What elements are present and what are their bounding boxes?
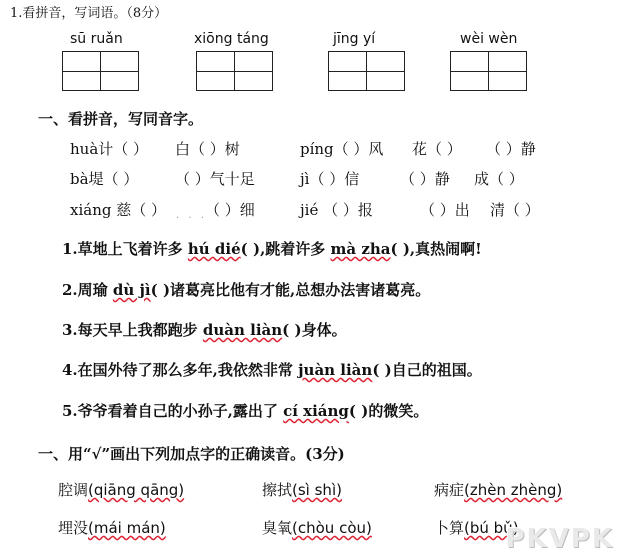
q1-pinyin-2: xiōng táng [194,31,269,47]
sentence-2: 2.周瑜 dù jì( )诸葛亮比他有才能,总想办法害诸葛亮。 [62,281,431,299]
sentence-4: 4.在国外待了那么多年,我依然非常 juàn liàn( )自己的祖国。 [62,361,482,379]
sec1-r1-c2: 白（ ）树 [175,140,240,158]
sec1-r3-c5: 清（ ） [490,201,540,219]
q1-pinyin-1: sū ruǎn [70,31,123,47]
q1-writing-boxes-3[interactable] [328,51,405,91]
sec1-r2-c4: （ ）静 [400,170,450,188]
sec2-item-3: 病症(zhèn zhèng) [434,481,563,499]
sentence-3-pinyin: duàn liàn [202,321,283,339]
sec1-r2-c5: 成（ ） [474,170,524,188]
sentence-3: 3.每天早上我都跑步 duàn liàn( )身体。 [62,321,347,339]
sec1-r2-c3: jì（ ）信 [300,170,360,188]
sec1-r1-c3: píng（ ）风 [300,140,384,158]
sec1-heading: 一、看拼音，写同音字。 [38,110,204,128]
sec1-r3-c1: xiáng 慈（ ） [70,201,166,219]
q1-writing-boxes-2[interactable] [196,51,273,91]
sec1-r2-c1: bà堤（ ） [70,170,139,188]
q1-writing-boxes-1[interactable] [62,51,139,91]
sec2-heading: 一、用“√”画出下列加点字的正确读音。(3分) [38,445,345,463]
sec2-item-2: 擦拭(sì shì) [262,481,342,499]
scan-dots: · · · [176,213,207,224]
sentence-1: 1.草地上飞着许多 hú dié( ),跳着许多 mà zha( ),真热闹啊! [62,240,482,258]
sec1-r1-c1: huà计（ ） [70,140,149,158]
sentence-2-pinyin: dù jì [112,281,151,299]
sec1-r3-c2: （ ）细 [205,201,255,219]
q1-pinyin-3: jīng yí [333,31,376,47]
sec1-r1-c5: （ ）静 [486,140,536,158]
sentence-5-pinyin: cí xiáng [283,402,349,420]
sec2-item-4: 埋没(mái mán) [58,519,166,537]
q1-title: 1.看拼音，写词语。（8分） [10,6,168,21]
sentence-5: 5.爷爷看着自己的小孙子,露出了 cí xiáng( )的微笑。 [62,402,429,420]
sentence-4-pinyin: juàn liàn [298,361,373,379]
sec1-r2-c2: （ ）气十足 [175,170,255,188]
sec2-item-6: 卜算(bú bǔ) [434,519,519,537]
sentence-1-pinyin-a: hú dié [187,240,241,258]
q1-writing-boxes-4[interactable] [450,51,527,91]
sec1-r3-c3: jié （ ）报 [300,201,373,219]
sec1-r1-c4: 花（ ） [412,140,462,158]
q1-pinyin-4: wèi wèn [460,31,518,47]
sec2-item-5: 臭氧(chòu còu) [262,519,372,537]
sec2-item-1: 腔调(qiāng qāng) [58,481,185,499]
sentence-1-pinyin-b: mà zha [330,240,391,258]
watermark-logo: PKVPK [505,524,614,554]
sec1-r3-c4: （ ）出 [420,201,470,219]
